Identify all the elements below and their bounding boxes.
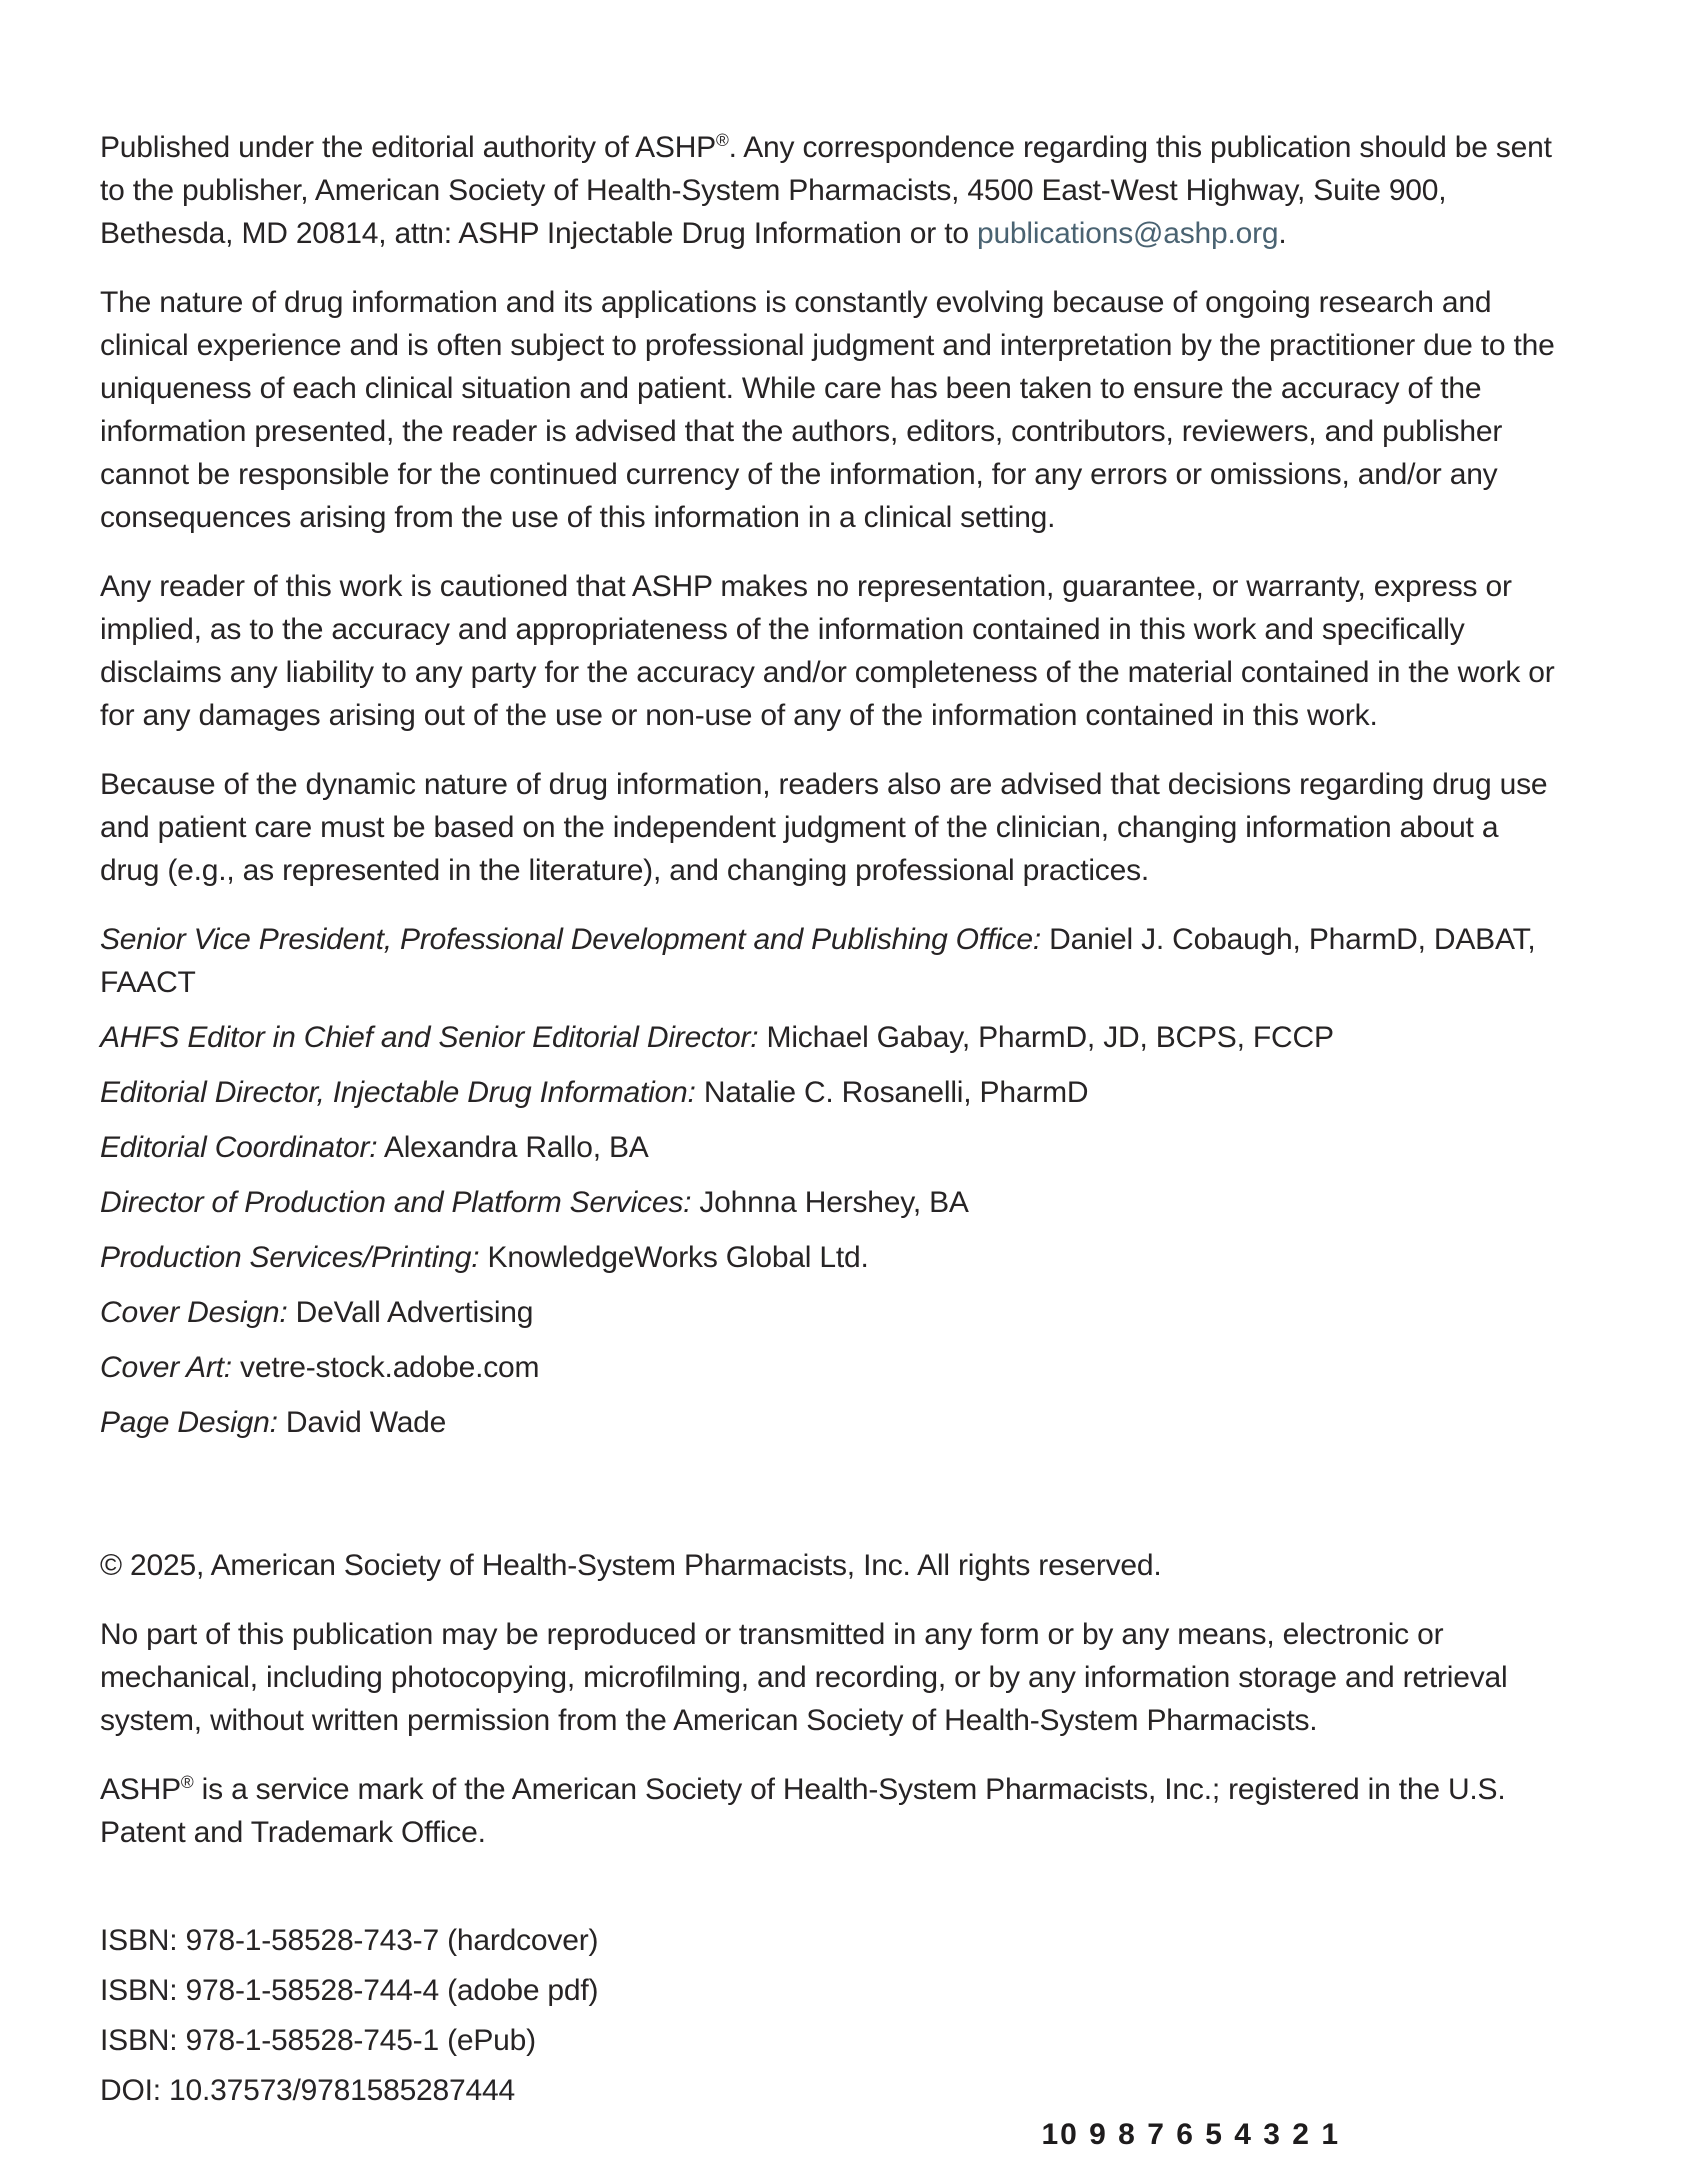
credit-role: Senior Vice President, Professional Development and Publishing Office: (100, 923, 1041, 956)
credit-line (100, 1016, 1560, 1059)
no-warranty-disclaimer-paragraph: Any reader of this work is cautioned that ASHP makes no representation, guarantee, or warranty, express or implied, as to the accuracy and appropriateness of the information contained in this work and specifically disclaims any liability to any party for the accuracy and/or completeness of the material contained in the work or for any damages arising out of the use or non-use of any of the information contained in this work. (100, 570, 1555, 732)
copyright-line: © 2025, American Society of Health-System Pharmacists, Inc. All rights reserved. (100, 1549, 1162, 1582)
credit-role: Director of Production and Platform Services: (100, 1186, 692, 1219)
credit-line (100, 1291, 1560, 1334)
drug-information-disclaimer-paragraph: The nature of drug information and its applications is constantly evolving because of ongoing research and clinical experience and is often subject to professional judgment and interpretation by the practitioner due to the uniqueness of each clinical situation and patient. While care has been taken to ensure the accuracy of the information presented, the reader is advised that the authors, editors, contributors, reviewers, and publisher cannot be responsible for the continued currency of the information, for any errors or omissions, and/or any consequences arising from the use of this information in a clinical setting. (100, 286, 1555, 534)
credit-role: Editorial Director, Injectable Drug Information: (100, 1076, 696, 1109)
credit-role: Cover Art: (100, 1351, 232, 1384)
staff-credits (100, 918, 1560, 1444)
credit-name: Daniel J. Cobaugh, PharmD, DABAT, FAACT (100, 923, 1536, 999)
printers-key-row (100, 2118, 1560, 2152)
service-mark-paragraph (100, 1768, 1560, 1854)
credit-line (100, 1236, 1560, 1279)
identifier-block (100, 1916, 1560, 2116)
publisher-correspondence-text-end: . (1278, 217, 1287, 250)
registered-trademark-symbol: ® (716, 130, 729, 150)
credit-line (100, 1181, 1560, 1224)
registered-trademark-symbol: ® (180, 1772, 194, 1792)
credit-name: DeVall Advertising (287, 1296, 534, 1329)
printers-key: 10 9 8 7 6 5 4 3 2 1 (1041, 2118, 1340, 2151)
credit-name: Johnna Hershey, BA (691, 1186, 969, 1219)
isbn-epub-line: ISBN: 978-1-58528-745-1 (ePub) (100, 2024, 536, 2057)
credit-name: KnowledgeWorks Global Ltd. (479, 1241, 869, 1274)
credit-name: vetre-stock.adobe.com (231, 1351, 540, 1384)
credit-role: Editorial Coordinator: (100, 1131, 378, 1164)
publisher-correspondence-text-start: Published under the editorial authority of ASHP (100, 131, 716, 164)
credit-name: Alexandra Rallo, BA (377, 1131, 649, 1164)
credit-name: Natalie C. Rosanelli, PharmD (695, 1076, 1089, 1109)
isbn-adobe-pdf-line: ISBN: 978-1-58528-744-4 (adobe pdf) (100, 1974, 599, 2007)
legal-notices (100, 126, 1560, 892)
credit-role: Production Services/Printing: (100, 1241, 480, 1274)
rights-block (100, 1544, 1560, 1854)
credit-role: AHFS Editor in Chief and Senior Editorial Director: (100, 1021, 759, 1054)
credit-line (100, 1071, 1560, 1114)
credit-line (100, 1401, 1560, 1444)
doi-line: DOI: 10.37573/9781585287444 (100, 2074, 515, 2107)
isbn-hardcover-line: ISBN: 978-1-58528-743-7 (hardcover) (100, 1924, 599, 1957)
clinician-judgment-paragraph: Because of the dynamic nature of drug information, readers also are advised that decisions regarding drug use and patient care must be based on the independent judgment of the clinician, changing information about a drug (e.g., as represented in the literature), and changing professional practices. (100, 768, 1548, 887)
service-mark-text-end: is a service mark of the American Society of Health-System Pharmacists, Inc.; registered in the U.S. Patent and Trademark Office. (100, 1773, 1506, 1849)
credit-role: Cover Design: (100, 1296, 288, 1329)
publisher-correspondence-text-middle: . Any correspondence regarding this publication should be sent to the publisher, American Society of Health-System Pharmacists, 4500 East-West Highway, Suite 900, Bethesda, MD 20814, attn: ASHP Injectable Drug Information or to (100, 131, 1552, 250)
credit-line (100, 918, 1560, 1004)
credit-role: Page Design: (100, 1406, 278, 1439)
publisher-correspondence-paragraph (100, 126, 1560, 255)
reproduction-prohibition-paragraph: No part of this publication may be reproduced or transmitted in any form or by any means, electronic or mechanical, including photocopying, microfilming, and recording, or by any information storage and retrieval system, without written permission from the American Society of Health-System Pharmacists. (100, 1618, 1508, 1737)
credit-name: Michael Gabay, PharmD, JD, BCPS, FCCP (758, 1021, 1334, 1054)
service-mark-text-start: ASHP (100, 1773, 181, 1806)
credit-line (100, 1126, 1560, 1169)
credit-line (100, 1346, 1560, 1389)
publications-email-link[interactable]: publications@ashp.org (976, 217, 1279, 250)
credit-name: David Wade (277, 1406, 447, 1439)
